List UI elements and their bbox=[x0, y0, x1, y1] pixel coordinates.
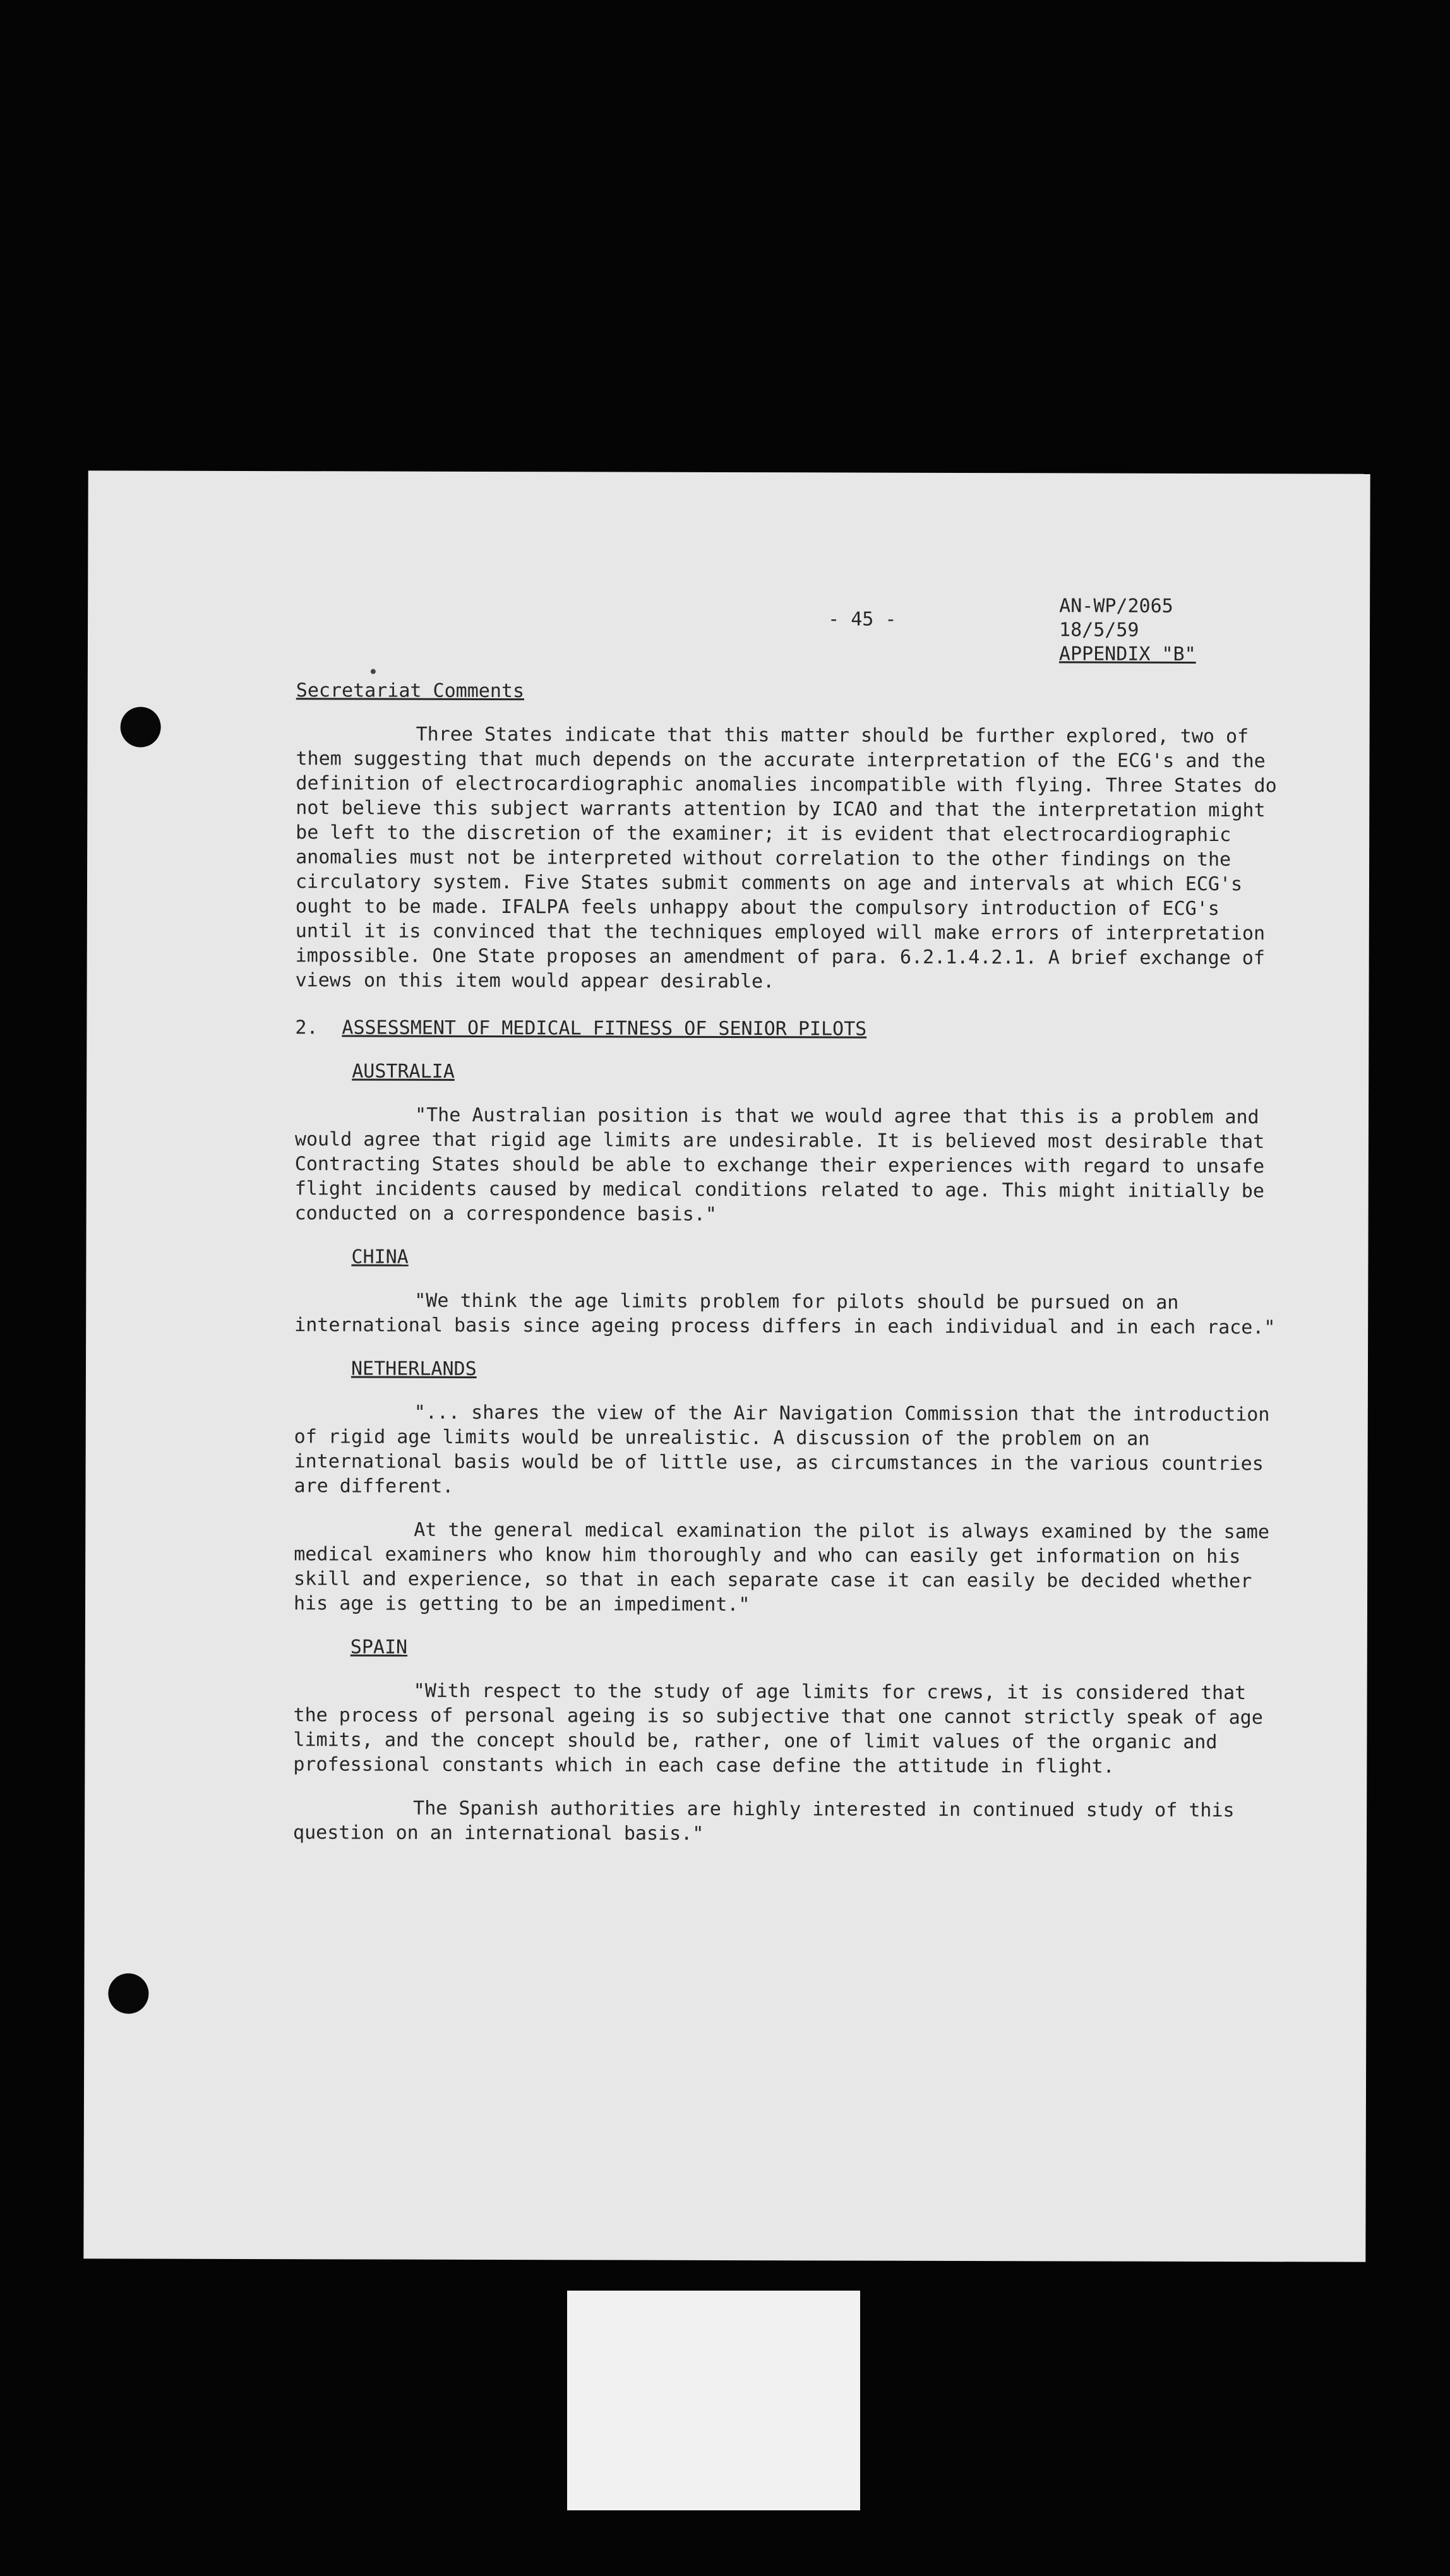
reference-date: 18/5/59 bbox=[1059, 619, 1139, 641]
section-number: 2. bbox=[295, 1017, 318, 1039]
punch-hole-bottom bbox=[108, 1973, 148, 2013]
australia-heading: AUSTRALIA bbox=[352, 1060, 455, 1083]
china-paragraph: "We think the age limits problem for pilots should be pursued on an international basis since ageing process differs in each individual and in each race." bbox=[294, 1289, 1276, 1339]
blank-card bbox=[567, 2291, 860, 2510]
netherlands-heading: NETHERLANDS bbox=[351, 1357, 477, 1380]
china-heading: CHINA bbox=[351, 1246, 409, 1268]
netherlands-paragraph-1: "... shares the view of the Air Navigation Commission that the introduction of rigid age limits would be unrealistic. A discussion of the problem on an international basis would be of little use, as circumstances in the various countries are different. bbox=[294, 1401, 1270, 1498]
spain-paragraph-2: The Spanish authorities are highly interested in continued study of this question on an international basis." bbox=[293, 1797, 1235, 1845]
appendix-label: APPENDIX "B" bbox=[1058, 643, 1196, 665]
secretariat-heading: Secretariat Comments bbox=[296, 679, 525, 703]
secretariat-paragraph: Three States indicate that this matter should be further explored, two of them suggesting that much depends on the accurate interpretation of the ECG's and the definition of electrocardiographic anomalies incompatible with flying. Three States do not believe this subject warrants attention by ICAO and that the interpretation might be left to the discretion of the examiner; it is evident that electrocardiographic anomalies must not be interpreted without correlation to the other findings on the circulatory system. Five States submit comments on age and intervals at which ECG's ought to be made. IFALPA feels unhappy about the compulsory introduction of ECG's until it is convinced that the techniques employed will make errors of interpretation impossible. One State proposes an amendment of para. 6.2.1.4.2.1. A brief exchange of views on this item would appear desirable. bbox=[295, 723, 1277, 993]
reference-number: AN-WP/2065 bbox=[1059, 595, 1173, 617]
punch-hole-top bbox=[121, 707, 161, 747]
spain-paragraph-1: "With respect to the study of age limits for crews, it is considered that the process of personal ageing is so subjective that one cannot strictly speak of age limits, and the concept should be, rather, one of limit values of the organic and professional constants which in each case define the attitude in flight. bbox=[293, 1679, 1263, 1778]
netherlands-paragraph-2: At the general medical examination the pilot is always examined by the same medical examiners who know him thoroughly and who can easily get information on his skill and experience, so that in each separate case it can easily be decided whether his age is getting to be an impediment." bbox=[293, 1518, 1269, 1616]
page-number: - 45 - bbox=[828, 608, 897, 631]
australia-paragraph: "The Australian position is that we would agree that this is a problem and would agree that rigid age limits are undesirable. It is believed most desirable that Contracting States should be able to exchange their experiences with regard to unsafe flight incidents caused by medical conditions related to age. This might initially be conducted on a correspondence basis." bbox=[294, 1104, 1265, 1225]
spain-heading: SPAIN bbox=[350, 1636, 408, 1659]
document-body bbox=[293, 597, 1281, 1847]
section-2-title bbox=[295, 1015, 1280, 1042]
section-title-text: ASSESSMENT OF MEDICAL FITNESS OF SENIOR PILOTS bbox=[342, 1017, 867, 1041]
document-page bbox=[83, 470, 1370, 2262]
